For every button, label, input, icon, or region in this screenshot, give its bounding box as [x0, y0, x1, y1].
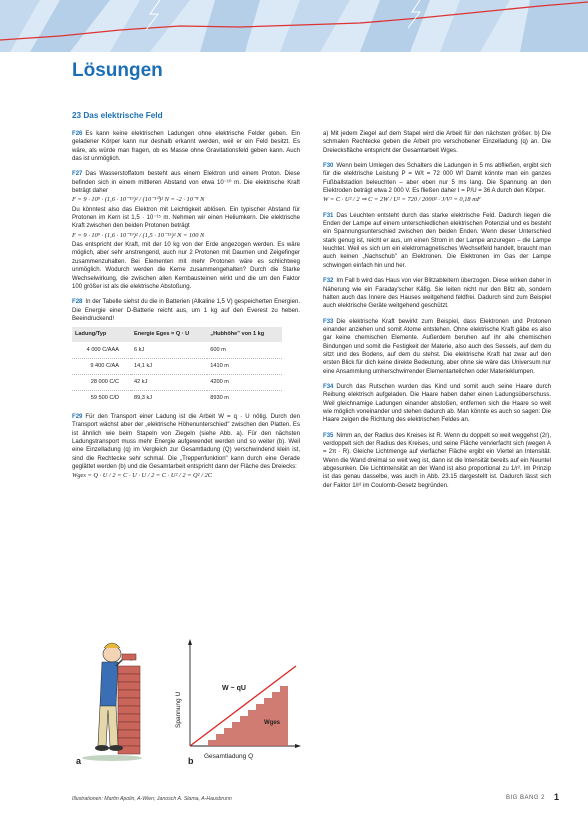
answer-text: Das Wasserstoffatom besteht aus einem Elektron und einem Proton. Diese befinden sich in einem mittleren Abstand von etwa 10⁻¹⁰ m. Die elektrische Kraft beträgt daher: [72, 171, 300, 195]
answer-f30: [323, 162, 551, 205]
answer-number: F35: [323, 432, 334, 439]
table-cell: 4 000 C/AAA: [72, 342, 131, 358]
table-cell: 9 400 C/AA: [72, 358, 131, 374]
formula-f27-proton: F = 9 · 10⁹ · (1,6 · 10⁻¹⁹)² / (1,5 · 10⁻¹⁵)² N = 100 N: [72, 231, 205, 239]
book-brand: BIG BANG 2: [506, 795, 546, 801]
column-header: Energie Eges = Q · U: [131, 327, 207, 342]
answer-f33: [323, 318, 551, 376]
answer-number: F26: [72, 131, 83, 137]
table-row: [72, 358, 282, 374]
left-column: [72, 130, 300, 488]
answer-text: Nimm an, der Radius des Kreises ist R. Wenn du doppelt so weit weggehst (2r), verdoppelt sich der Radius des Kreises, und seine Fläche vervierfacht sich (wegen A = 2π · R). Gleiche Lichtmenge auf vierfacher Fläche ergibt ein Viertel an Intensität. Wenn die Wand dreimal so weit weg ist, dann ist die Intensität bereits auf ein Neuntel abgesunken. Die Lichtintensität an der Wand ist also proportional zu 1/r². Im Prinzip ist das genau dasselbe, was auch in Abb. 23.15 dargestellt ist. Dadurch lässt sich der Faktor 1/r² im Coulomb-Gesetz begründen.: [323, 432, 551, 489]
answer-f29: [72, 413, 300, 481]
y-axis-label: Spannung U: [175, 691, 182, 728]
formula-f29-total-work: Wges = Q · U / 2 = C · U · U / 2 = C · U² / 2 = Q² / 2C: [72, 472, 213, 480]
answer-number: F32: [323, 278, 334, 285]
answer-text: Durch das Rutschen wurden das Kind und somit auch seine Haare durch Reibung elektrisch aufgeladen. Die Haare haben daher einen Ladungsüberschuss. Weil gleichnamige Ladungen einander abstoßen, entfernen sich die Haare so weit wie möglich voneinander und stehen dadurch ab. Man könnte es auch so sagen: Die Haare zeigen die Richtung des elektrischen Feldes an.: [323, 383, 551, 424]
table-row: [72, 374, 282, 390]
table-cell: 8930 m: [207, 390, 282, 406]
w-label: W ~ qU: [222, 685, 246, 692]
answer-number: F34: [323, 383, 334, 390]
column-header: Ladung/Typ: [72, 327, 131, 342]
header-banner: [0, 0, 588, 52]
answer-number: F28: [72, 299, 83, 306]
answer-text: In der Tabelle siehst du die in Batterien (Alkaline 1,5 V) gespeicherten Energien. Die Energie einer D-Batterie reicht aus, um 1 kg auf den Everest zu heben. Beeindruckend!: [72, 299, 300, 322]
answer-f35: [323, 432, 551, 490]
table-row: [72, 342, 282, 358]
answer-f31: [323, 212, 551, 270]
illustration-brick-stack-and-chart: [72, 636, 302, 768]
x-axis-label: Gesamtladung Q: [204, 753, 254, 760]
answer-f32: [323, 277, 551, 310]
work-chart: [175, 639, 301, 760]
answer-number: F33: [323, 318, 334, 325]
answer-text: Wenn beim Umlegen des Schalters die Ladungen in 5 ms abfließen, ergibt sich für die elektrische Leistung P = W/t = 72 000 W! Damit könnte man ein ganzes Fußballstadion beleuchten – aber eben nur 5 ms lang. Die Spannung an den Elektroden beträgt etwa 2 000 V. Es fließen daher I = P/U = 36 A durch den Körper.: [323, 163, 551, 195]
table-cell: 59 500 C/D: [72, 390, 131, 406]
right-column: [323, 130, 551, 497]
answer-text: Du könntest also das Elektron mit Leichtigkeit ablösen. Ein typischer Abstand für Protonen im Kern ist 1,5 · 10⁻¹⁵ m. Nehmen wir einen Heliumkern. Die elektrische Kraft zwischen den beiden Protonen beträgt: [72, 206, 300, 230]
table-cell: 1410 m: [207, 358, 282, 374]
illustration-credit: Illustrationen: Martin Apolin, A-Wien; Janosch A. Slama, A-Hausbrunn: [72, 796, 232, 802]
answer-f27: [72, 170, 300, 291]
table-cell: 42 kJ: [131, 374, 207, 390]
answer-text: a) Mit jedem Ziegel auf dem Stapel wird die Arbeit für den nächsten größer. b) Die schmalen Rechtecke geben die Arbeit pro verschobener Einzelladung (q) an. Die Dreiecksfläche entspricht der Gesamtarbeit Wges.: [323, 131, 551, 154]
page-number: 1: [554, 792, 560, 802]
answer-text: Es kann keine elektrischen Ladungen ohne elektrische Felder geben. Ein geladener Körper kann nur deshalb erkannt werden, weil er ein Feld besitzt. Es wäre, als würde man fragen, ob es Masse ohne Gravitationsfeld geben kann. Auch das ist unmöglich.: [72, 131, 300, 163]
label-b: b: [188, 756, 194, 766]
label-a: a: [76, 756, 82, 766]
answer-f34: [323, 383, 551, 425]
formula-f27-electron: F = 9 · 10⁹ · (1,6 · 10⁻¹⁹)² / (10⁻¹⁰)² N = -2 · 10⁻⁸ N: [72, 196, 205, 204]
answer-number: F30: [323, 163, 334, 170]
answer-f29-continued: [323, 130, 551, 155]
page-title: Lösungen: [72, 60, 163, 81]
wges-label: Wges: [264, 720, 281, 726]
chapter-heading: 23 Das elektrische Feld: [72, 111, 163, 120]
table-cell: 89,3 kJ: [131, 390, 207, 406]
answer-f28: [72, 298, 300, 406]
answer-text: Das entspricht der Kraft, mit der 10 kg von der Erde angezogen werden. Es wäre möglich, aber sehr anstrengend, auch nur 2 Protonen mit Daumen und Zeigefinger zusammenzuhalten. Bei Elementen mit mehr Protonen wäre es schlichtweg unmöglich. Wodurch werden die Kerne zusammengehalten? Durch die Starke Wechselwirkung, die zwischen allen Kernbausteinen wirkt und die um den Faktor 100 größer ist als die elektrische Abstoßung.: [72, 242, 300, 290]
table-cell: 14,1 kJ: [131, 358, 207, 374]
answer-number: F29: [72, 414, 83, 421]
table-cell: 600 m: [207, 342, 282, 358]
column-header: „Hubhöhe" von 1 kg: [207, 327, 282, 342]
brick-steps: [208, 686, 288, 746]
answer-f26: [72, 130, 300, 163]
table-row: [72, 390, 282, 406]
table-header-row: [72, 327, 282, 342]
answer-number: F27: [72, 171, 83, 178]
person-stacking-bricks-illustration: [82, 643, 142, 761]
answer-text: Das Leuchten entsteht durch das starke elektrische Feld. Dadurch liegen die Enden der Lampe auf einem unterschiedlichen elektrischen Potenzial und es besteht ein Spannungsunterschied zwischen den beiden Enden. Wenn dieser Unterschied stark genug ist, reicht er aus, um einen Strom in der Lampe anzuregen – die Lampe leuchtet. Weil es sich um ein elektromagnetisches Wechselfeld handelt, braucht man auch keinen „Nachschub" an Elektronen. Die Elektronen im Gas der Lampe schwingen einfach hin und her.: [323, 212, 551, 269]
table-cell: 4200 m: [207, 374, 282, 390]
illustration-svg: [72, 636, 302, 768]
table-cell: 28 000 C/C: [72, 374, 131, 390]
answer-text: Für den Transport einer Ladung ist die Arbeit W = q · U nötig. Durch den Transport wächst aber der „elektrische Höhenunterschied" zwischen den Platten. Es ist ähnlich wie beim Stapeln von Ziegeln (siehe Abb. a). Für den nächsten Ladungstransport muss mehr Energie aufgewendet werden und so weiter (b). Weil eine Einzelladung (q) im Vergleich zur Gesamtladung (Q) verschwindend klein ist, sind die Rechtecke sehr schmal. Die „Treppenfunktion" kann durch eine Gerade geglättet werden (b) und die Gesamtarbeit entspricht dann der Fläche des Dreiecks:: [72, 414, 300, 471]
battery-energy-table: [72, 327, 282, 406]
answer-text: Im Fall b wird das Haus von vier Blitzableitern überzogen. Diese wirken daher in Näherung wie ein Faraday'scher Käfig. Sie leiten nicht nur den Blitz ab, sondern halten auch das Innere des Hauses weitgehend feldfrei. Dadurch sind zum Beispiel auch elektrische Geräte weitgehend geschützt.: [323, 278, 551, 310]
answer-number: F31: [323, 212, 334, 219]
lightning-banner-art: [0, 0, 588, 52]
answer-text: Die elektrische Kraft bewirkt zum Beispiel, dass Elektronen und Protonen einander anziehen und somit Atome entstehen. Ohne elektrische Kraft gäbe es also gar keine chemischen Elemente. Außerdem beruhen auf ihr alle chemischen Bindungen und somit die Festigkeit der Materie, also auch des Sessels, auf dem du sitzt und des Bodens, auf dem du stehst. Die elektrische Kraft hat zwar auf den ersten Blick für dich keine direkte Bedeutung, aber ohne sie wäre das Universum nur eine Ansammlung umherschwirrender Elementarteilchen oder Materieklumpen.: [323, 318, 551, 375]
formula-f30-capacitance: W = C · U² / 2 ⇒ C = 2W / U² = 720 / 2000² · J/V² = 0,18 mF: [323, 196, 481, 204]
table-cell: 6 kJ: [131, 342, 207, 358]
